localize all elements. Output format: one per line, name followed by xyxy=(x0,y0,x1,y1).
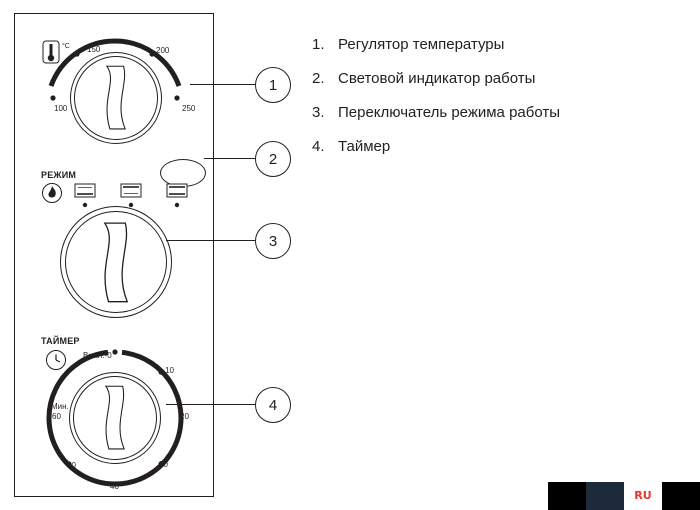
callout-1: 1 xyxy=(255,67,291,103)
temperature-knob-assembly[interactable] xyxy=(25,26,205,136)
leader-line-3 xyxy=(166,240,255,241)
legend-item-2 xyxy=(312,70,692,87)
svg-text:°C: °C xyxy=(62,43,70,50)
timer-label-60: 60 xyxy=(52,412,61,421)
callout-3: 3 xyxy=(255,223,291,259)
leader-line-4 xyxy=(166,404,255,405)
swatch-3 xyxy=(624,482,662,510)
swatch-4 xyxy=(662,482,700,510)
temperature-knob[interactable] xyxy=(70,52,162,144)
legend-text-2: Световой индикатор работы xyxy=(338,70,536,87)
color-swatch-bar xyxy=(548,482,700,510)
legend-number-1: 1. xyxy=(312,36,325,53)
callout-4: 4 xyxy=(255,387,291,423)
temp-label-250: 250 xyxy=(182,104,196,113)
legend-text-4: Таймер xyxy=(338,138,391,155)
timer-label-50: 50 xyxy=(67,461,76,470)
leader-line-1 xyxy=(190,84,255,85)
timer-title: ТАЙМЕР xyxy=(41,336,80,346)
mode-knob[interactable] xyxy=(60,206,172,318)
timer-label-10: 10 xyxy=(165,366,174,375)
temp-label-150: 150 xyxy=(87,45,101,54)
oven-bottom-heat-icon xyxy=(75,184,95,207)
control-panel xyxy=(14,13,214,497)
timer-knob-assembly[interactable] xyxy=(25,336,205,496)
temp-label-100: 100 xyxy=(54,104,68,113)
oven-top-bottom-heat-icon xyxy=(167,184,187,207)
temperature-knob-pointer xyxy=(101,58,132,137)
timer-label-20: 20 xyxy=(180,412,189,421)
mode-icon-row xyxy=(73,182,199,210)
timer-knob[interactable] xyxy=(69,372,161,464)
timer-knob-pointer xyxy=(100,378,131,457)
legend-text-1: Регулятор температуры xyxy=(338,36,505,53)
callout-2: 2 xyxy=(255,141,291,177)
mode-knob-pointer xyxy=(97,214,134,311)
temp-label-200: 200 xyxy=(156,46,170,55)
timer-label-30: 30 xyxy=(159,460,168,469)
oven-top-heat-icon xyxy=(121,184,141,207)
legend-number-3: 3. xyxy=(312,104,325,121)
legend-list xyxy=(312,36,692,172)
swatch-mark: RU xyxy=(634,489,652,502)
legend-item-1 xyxy=(312,36,692,53)
timer-off-label: Выкл.-0 xyxy=(83,351,112,360)
leader-line-2 xyxy=(204,158,255,159)
swatch-1 xyxy=(548,482,586,510)
legend-number-2: 2. xyxy=(312,70,325,87)
timer-label-40: 40 xyxy=(110,482,119,491)
swatch-2 xyxy=(586,482,624,510)
legend-text-3: Переключатель режима работы xyxy=(338,104,561,121)
legend-item-3 xyxy=(312,104,692,121)
legend-item-4 xyxy=(312,138,692,155)
legend-number-4: 4. xyxy=(312,138,325,155)
timer-min-label: Мин. xyxy=(51,402,69,411)
mode-title: РЕЖИМ xyxy=(41,170,77,180)
mode-knob-assembly[interactable] xyxy=(37,182,197,322)
